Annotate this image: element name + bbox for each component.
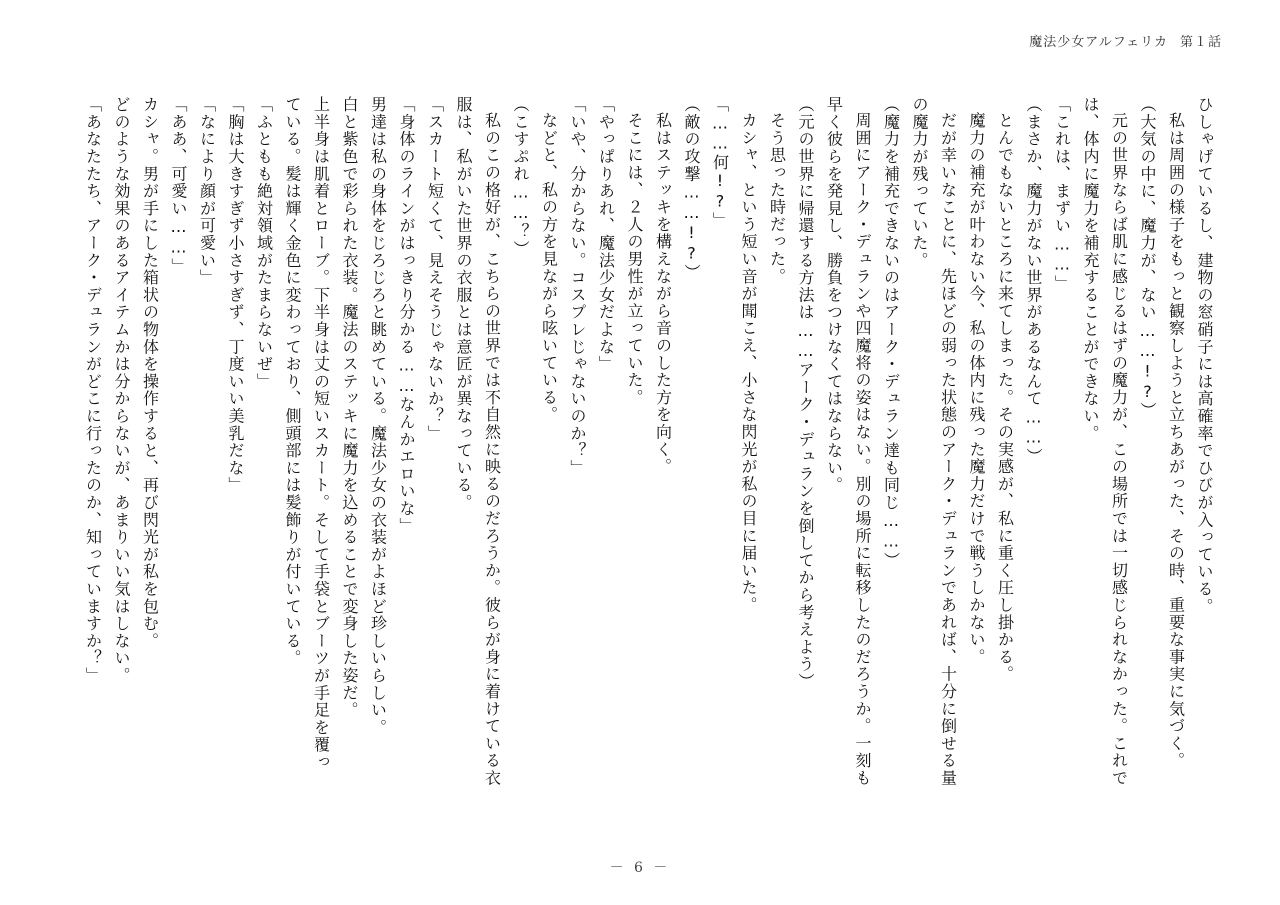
text-line: の魔力が残っていた。	[910, 96, 929, 269]
page-number: － 6 －	[609, 860, 671, 876]
chapter-label: 第１話	[1179, 35, 1222, 50]
text-line: 「ああ、可愛い……」	[169, 96, 188, 275]
text-line: 私は周囲の様子をもっと観察しようと立ちあがった、その時、重要な事実に気づく。	[1166, 112, 1186, 770]
text-line: 男達は私の身体をじろじろと眺めている。魔法少女の衣装がよほど珍しいらしい。	[368, 96, 388, 737]
text-line: 「ふともも絶対領域がたまらないぜ」	[254, 96, 274, 391]
text-line: 私のこの格好が、こちらの世界では不自然に映るのだろうか。彼らが身に着けている衣	[482, 112, 502, 787]
text-line: 魔力の補充が叶わない今、私の体内に残った魔力だけで戦うしかない。	[967, 112, 986, 666]
text-line: ている。髪は輝く金色に変わっており、側頭部には髪飾りが付いている。	[283, 96, 302, 667]
text-line: 周囲にアーク・デュランや四魔将の姿はない。別の場所に転移したのだろうか。一刻も	[853, 112, 872, 787]
text-line: 服は、私がいた世界の衣服とは意匠が異なっている。	[454, 96, 473, 512]
text-line: 「身体のラインがはっきり分かる……なんかエロいな」	[397, 96, 416, 535]
text-line: （こすぷれ……？）	[511, 96, 530, 258]
text-line: ひしゃげているし、建物の窓硝子には高確率でひびが入っている。	[1195, 96, 1214, 615]
book-title: 魔法少女アルフェリカ	[1029, 35, 1168, 50]
text-line: 早く彼らを発見し、勝負をつけなくてはならない。	[824, 96, 844, 494]
text-line: 「やっぱりあれ、魔法少女だよな」	[596, 96, 616, 373]
vertical-body-text	[78, 96, 1218, 787]
text-line: カシャ、という短い音が聞こえ、小さな閃光が私の目に届いた。	[739, 112, 758, 614]
text-line: 「いや、分からない。コスプレじゃないのか？」	[568, 96, 587, 477]
text-line: どのような効果のあるアイテムかは分からないが、あまりいい気はしない。	[112, 96, 131, 685]
text-line: そこには、２人の男性が立っていた。	[625, 112, 644, 407]
text-line: 上半身は肌着とローブ。下半身は丈の短いスカート。そして手袋とブーツが手足を覆っ	[311, 96, 331, 771]
text-line: （まさか、魔力がない世界があるなんて……）	[1024, 96, 1043, 466]
text-line: カシャ。男が手にした箱状の物体を操作すると、再び閃光が私を包む。	[140, 96, 160, 650]
text-line: （元の世界に帰還する方法は……アーク・デュランを倒してから考えよう）	[796, 96, 815, 691]
running-header	[1029, 31, 1222, 50]
text-line: 「なにより顔が可愛い」	[197, 96, 217, 287]
text-line: などと、私の方を見ながら呟いている。	[539, 112, 559, 424]
text-line: 元の世界ならば肌に感じるはずの魔力が、この場所では一切感じられなかった。これで	[1109, 112, 1129, 787]
text-line: 「胸は大きすぎず小さすぎず、丁度いい美乳だな」	[226, 96, 245, 494]
text-line: 私はステッキを構えながら音のした方を向く。	[653, 112, 673, 476]
text-line: 「これは、まずい……」	[1052, 96, 1072, 293]
text-line: は、体内に魔力を補充することができない。	[1081, 96, 1100, 442]
text-line: 白と紫色で彩られた衣装。魔法のステッキに魔力を込めることで変身した姿だ。	[340, 96, 359, 719]
text-line: とんでもないところに来てしまった。その実感が、私に重く圧し掛かる。	[995, 112, 1015, 683]
text-line: 「スカート短くて、見えそうじゃないか？」	[425, 96, 445, 442]
text-line: （魔力を補充できないのはアーク・デュラン達も同じ……）	[881, 96, 901, 570]
text-line: だが幸いなことに、先ほどの弱った状態のアーク・デュランであれば、十分に倒せる量	[938, 112, 958, 787]
text-line: （大気の中に、魔力が、ない……!?）	[1138, 96, 1157, 420]
text-line: （敵の攻撃……!?）	[682, 96, 701, 281]
text-line: 「……何!?」	[710, 96, 730, 230]
text-line: そう思った時だった。	[767, 112, 787, 285]
text-line: 「あなたたち、アーク・デュランがどこに行ったのか、知っていますか？」	[83, 96, 103, 685]
